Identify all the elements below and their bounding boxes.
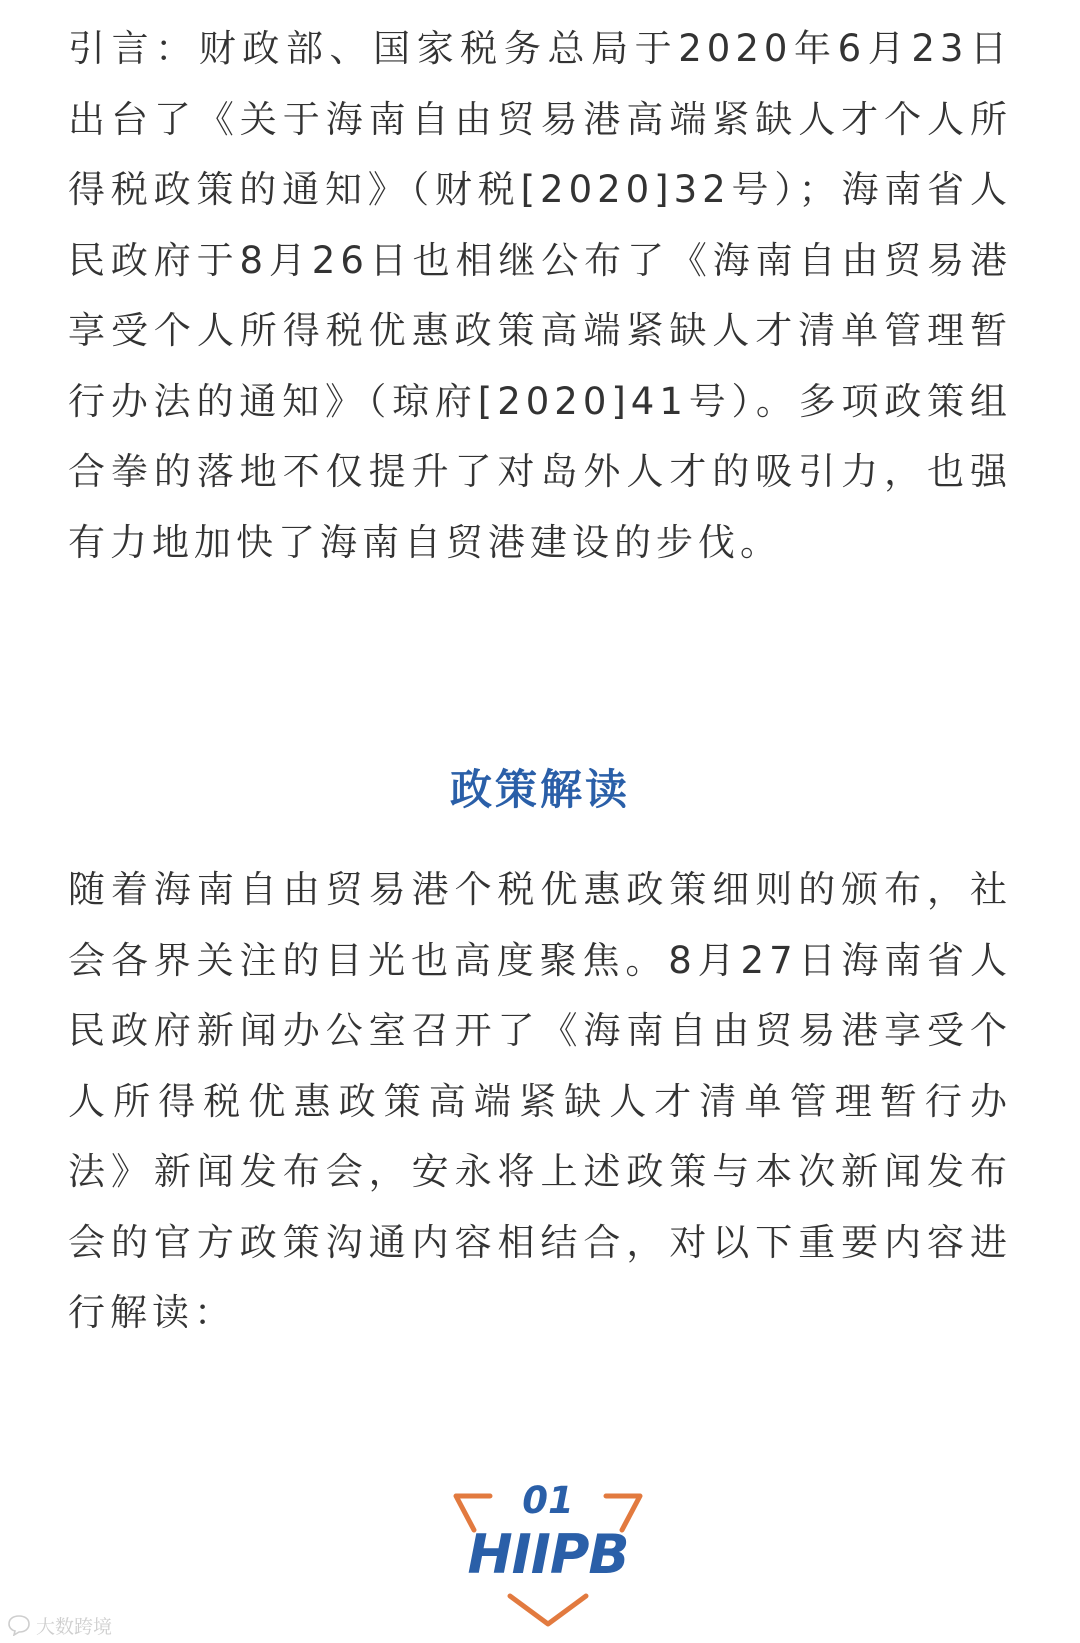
watermark [6, 1610, 112, 1640]
section-number-badge [448, 1478, 648, 1628]
policy-paragraph: 随着海南自由贸易港个税优惠政策细则的颁布，社会各界关注的目光也高度聚焦。8月27日海南省人民政府新闻办公室召开了《海南自由贸易港享受个人所得税优惠政策高端紧缺人才清单管理暂行办法》新闻发布会，安永将上述政策与本次新闻发布会的官方政策沟通内容相结合，对以下重要内容进行解读： [68, 868, 1012, 1334]
badge-brand: HIIPB [467, 1523, 629, 1586]
intro-paragraph: 引言：财政部、国家税务总局于2020年6月23日出台了《关于海南自由贸易港高端紧缺人才个人所得税政策的通知》（财税[2020]32号）；海南省人民政府于8月26日也相继公布了《海南自由贸易港享受个人所得税优惠政策高端紧缺人才清单管理暂行办法的通知》（琼府[2020]41号）。多项政策组合拳的落地不仅提升了对岛外人才的吸引力，也强有力地加快了海南自贸港建设的步伐。 [68, 27, 1012, 564]
section-heading: 政策解读 [449, 765, 630, 814]
watermark-text: 大数跨境 [36, 1615, 113, 1638]
chat-bubble-icon [6, 1614, 32, 1636]
badge-number: 01 [522, 1479, 574, 1522]
